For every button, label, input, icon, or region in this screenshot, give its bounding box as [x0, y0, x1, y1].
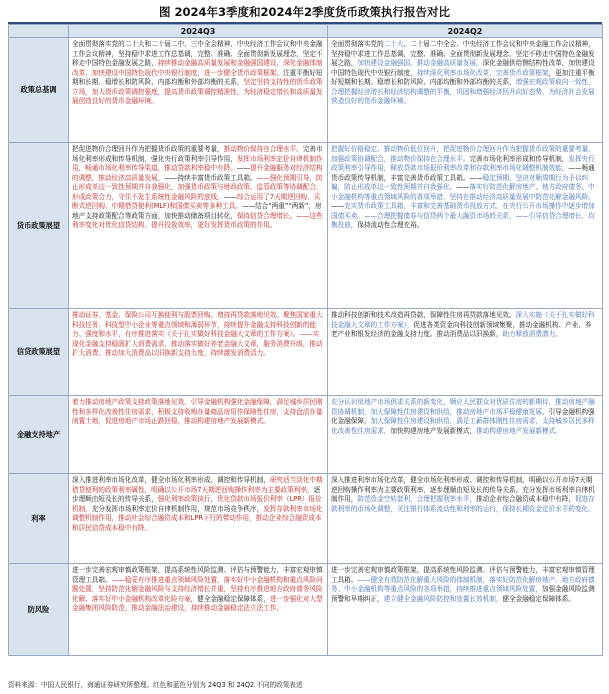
text-segment: 防范资金空转套利，合理把握利率水平， — [357, 495, 477, 504]
text-segment: 发挥市场利率定价自律机制作用，畅通市场化利率传导渠道，推动贷款利率稳中有降。 — [72, 154, 323, 173]
text-segment: 完善市场化利率形成和传导机制， — [469, 154, 569, 163]
cell-q3 — [69, 143, 328, 309]
text-segment: 深入推进利率市场化改革，健全市场化利率形成、调控和传导机制， — [72, 476, 270, 484]
text-segment: 聚焦国家重大科技任务、科技型中小企业等重点领域和薄弱环节，持续提升金融支持科技创新的能力、强度和水平，有序推进落实《关于扎实做好科技金融大文章的工作方案》。 — [72, 311, 323, 339]
text-segment: 保持流动性合理充裕。 — [357, 221, 424, 230]
table-row — [9, 309, 603, 396]
text-segment: ——这些利率变化对优化信贷结构、提升投放效率，更好发挥货币政策的作用。 — [72, 211, 323, 230]
text-segment: 推动企业综合融资成本和居民信贷成本稳中有降。 — [72, 514, 322, 532]
text-segment: 顺应人民群众对优质住房的新期待，推动房地产融资协调机制，加大保障性住房建设和供给，推动房地产市场平稳健康发展。 — [331, 398, 595, 416]
text-segment: 推动企业综合融资成本稳中有降， — [476, 495, 575, 504]
text-segment: ——合理把握债券与信贷两个最大融资市场的关系，——引导信贷合理增长、均衡投放， — [331, 211, 595, 230]
text-segment: 推动社会综合融资成本和LPR下行的带动作用， — [118, 514, 256, 523]
cell-q3 — [69, 309, 328, 396]
table-row — [9, 143, 603, 309]
cell-q2 — [328, 564, 603, 656]
cell-q3 — [69, 396, 328, 474]
text-segment: 增强宏观政策取向一致性，合理把握经济增长和经济结构调整的平衡，巩固和增强经济回升向好态势，为经济社会发展营造良好的货币金融环境。 — [331, 78, 595, 106]
text-segment: 引导金融机构强化金融保障， — [331, 407, 595, 426]
text-segment: 稳定预期，坚决对顺周期行为予以纠偏，防止形成单边一致性预期并自我强化。 — [331, 173, 589, 192]
text-segment: 充实货币政策工具箱，丰富和完善基础货币投放方式，在央行公开市场操作中逐步增加国债买卖。 — [331, 202, 595, 220]
figure-title: 图 2024年3季度和2024年2季度货币政策执行报告对比 — [158, 5, 451, 19]
text-segment: 推动科技创新和技术改造再贷款，保障性住房再贷款落地见效。 — [331, 311, 516, 319]
text-segment: 二十大 — [383, 40, 404, 48]
text-segment: ——稳妥有序推进重点领域风险处置，落实好中小金融机构和重点风险问题处置，坚持防范化解金融风险与支持经济增长并重，坚持有序推进地方政府债务风险化解、落实好中小金融机构改革化险方案， — [72, 575, 323, 603]
header-2024q3: 2024Q3 — [69, 25, 328, 38]
text-segment: 深化金融供给侧结构性改革，加快建设中国特色现代中央银行制度， — [331, 59, 595, 77]
row-label-interest-rate: 利率 — [9, 474, 69, 564]
cell-q2 — [328, 38, 603, 143]
row-label-monetary-outlook: 货币政策展望 — [9, 143, 69, 309]
text-segment: 落实好防范化解房地产、地方政府债务、中小金融机构等重点领域风险的各项举措，坚持在推动经济高质量发展中防范化解金融风险。 — [331, 183, 595, 201]
text-segment: 进一步完善宏观审慎政策框架，提高系统性风险监测、评估与预警能力，丰富宏观审慎管理工具箱。 — [331, 566, 595, 584]
text-segment: 持续推动金融高质量发展和金融强国建设，深化金融体制改革，加快建设中国特色现代中央银行制度，进一步健全货币政策框架。 — [72, 59, 323, 77]
text-segment: ——健全有效防范化解重大风险的体制机制，落实好防范化解房地产、地方政府债务、中小金融机构等重点风险的各项举措，持续推进重点领域风险处置， — [331, 575, 595, 594]
table-row — [9, 396, 603, 474]
text-segment: 积极支持收购存量商品房用作保障性住房，支持盘活存量闲置土地，促进房地产市场止跌回稳，推动构建房地产发展新模式。 — [72, 407, 323, 426]
text-segment: 加强金融风险监测预警和早期纠正， — [331, 585, 595, 603]
text-segment: 健全金融稳定保障体系， — [197, 594, 270, 603]
cell-q3 — [69, 474, 328, 564]
text-segment: 推动加大消费品以旧换新支持力度，持续激发消费活力。 — [104, 349, 270, 358]
text-segment: 持续推动金融稳定法立法工作。 — [190, 604, 283, 613]
text-segment: 全面贯彻落实党的二十大和二十届二中、三中全会精神、中央经济工作会议和中央金融工作会议精神，坚持稳中求进工作总基调，完整、准确、全面贯彻新发展理念，坚定不移走中国特色金融发展之路， — [72, 40, 323, 68]
text-segment: 综合运用了7天期逆回购、买断式逆回购、中期借贷便利(MLF)和国债买卖等多种工具。 — [72, 192, 321, 211]
text-segment: 把促进物价合理回升作为把握货币政策的重要考量， — [72, 145, 224, 153]
text-segment: ——持续丰富货币政策工具箱。 — [164, 173, 257, 182]
header-row — [9, 25, 603, 38]
text-segment: 充分发挥市场利率定价自律机制作用，规范市场竞争秩序， — [91, 504, 264, 513]
cell-q3 — [69, 564, 328, 656]
text-segment: ——结合“两重”“两新”，房地产支持政策配合等政策方面，加快推动储备项目转化， — [72, 202, 322, 220]
text-segment: 全面贯彻落实党的 — [331, 40, 384, 48]
text-segment: 进一步强化对大型金融集团风险防范，推动金融法治建设， — [72, 594, 323, 613]
text-segment: 逐步理顺由短及长的传导关系， — [429, 485, 523, 494]
text-segment: 充分发挥市场利率自律机制作用， — [331, 485, 595, 504]
text-segment: 推动物价保持在合理水平。 — [223, 145, 303, 153]
text-segment: ——强化预期引导，防止形成单边一致性预期并自我强化， — [72, 173, 323, 192]
text-segment: —— — [223, 192, 237, 201]
text-segment: 加强货币政策与财政政策、监管政策等协调配合，形成政策合力，守住不发生系统性金融风险的底线。 — [72, 183, 323, 201]
header-corner — [9, 25, 69, 38]
text-segment: 保持长期资金定价水平的变化。 — [502, 504, 595, 513]
text-segment: 、二十届二中全会、中央经济工作会议和中央金融工作会议精神，坚持稳中求进工作总基调，完整、准确、全面贯彻新发展理念，坚定不移走中国特色金融发展之路， — [331, 40, 595, 68]
text-segment: 充分认识房地产市场供求关系的新变化， — [331, 398, 450, 406]
table-row — [9, 564, 603, 656]
row-label-credit-outlook: 信贷政策展望 — [9, 309, 69, 396]
table-row — [9, 38, 603, 143]
text-segment: 着力推动房地产政策支持政策落地见效，引导金融机构强化金融保障，满足城乡居民刚性和多样化改善性住房需求， — [72, 398, 323, 416]
text-segment: 把握好价格稳定、推动物价低位回升，把促进物价合理回升作为把握货币政策的重要考量，加强政策协调配合，推动物价保持在合理水平。 — [331, 145, 595, 163]
text-segment: ，更加注重平衡好短期和长期、稳增长和防风险、内部均衡和外部均衡的关系， — [331, 68, 595, 87]
text-segment: 建立健全金融风险防控和处置长效机制， — [383, 594, 503, 603]
text-segment: 促进各类资金向科技创新领域集聚，推动金融机构、产业、养老产业和银发经济的金融支持力度。 — [331, 320, 592, 339]
row-label-policy-tone: 政策总基调 — [9, 38, 69, 143]
text-segment: 健全金融稳定保障体系。 — [502, 594, 575, 603]
text-segment: 进一步完善宏观审慎政策框架，提高系统性风险监测、评估与预警能力，丰富宏观审慎管理工具箱。 — [72, 566, 323, 584]
text-segment: 注重平衡好短期和长期、稳增长和防风险、内部均衡和外部均衡的关系， — [72, 68, 323, 87]
row-label-risk-prevention: 防风险 — [9, 564, 69, 656]
text-segment: —— — [236, 164, 251, 173]
text-segment: 发挥央行政策利率引导作用，释放贷款市场报价利率改革和存款利率市场化调整机制效能， — [331, 154, 595, 173]
cell-q3 — [69, 38, 328, 143]
text-segment: 加大保障性住房建设和供给，满足工薪群体刚性住房需求，支持城乡居民多样化改善性住房需求， — [331, 417, 595, 435]
cell-q2 — [328, 474, 603, 564]
text-segment: 明确以公开市场7天期逆回购操作利率为主要政策利率， — [151, 485, 314, 494]
cell-q2 — [328, 143, 603, 309]
text-segment: 保持信贷合理增长。 — [236, 211, 297, 220]
row-label-real-estate: 金融支持地产 — [9, 396, 69, 474]
text-segment: 强化利率政策执行，优化贷款市场报价利率（LPR）报价机制， — [72, 495, 322, 513]
text-segment: 深入实施《关于扎实做好科技金融大文章的工作方案》， — [331, 311, 595, 329]
cell-q2 — [328, 309, 603, 396]
text-segment: 加快建设金融强国，推动金融高质量发展， — [357, 59, 483, 68]
text-segment: 推动构建房地产发展新模式。 — [476, 426, 562, 435]
text-segment: 推动证券、基金、保险公司互换便利与股票回购、增持再贷款落地见效。 — [72, 311, 283, 319]
text-segment: 提升金融服务对经济结构的调整，推动经济高质量发展， — [72, 164, 323, 182]
header-2024q2: 2024Q2 — [328, 25, 603, 38]
text-segment: 逐步理顺由短及长的传导关系， — [72, 485, 321, 504]
text-segment: 促进存款利率的市场化调整， — [331, 495, 595, 513]
comparison-table — [8, 24, 603, 656]
text-segment: ——实现化金融支持稳固扩大消费需求，推动落实做好养老金融大文章，服务消费升级，推动扩大消费。 — [72, 330, 323, 358]
text-segment: 持续深化利率市场化改革，完善货币政策框架 — [416, 68, 549, 77]
text-segment: 深入推进利率市场化改革，健全市场化利率形成、调控和传导机制， — [331, 476, 529, 484]
text-segment: 完善市场化利率形成和传导机制，强化央行政策利率引导作用， — [72, 145, 323, 163]
text-segment: —— — [456, 183, 470, 192]
text-segment: 关注银行体系流动性和利率的运行， — [396, 504, 503, 513]
cell-q2 — [328, 396, 603, 474]
text-segment: —— — [331, 202, 345, 211]
text-segment: 助力释放消费潜力。 — [502, 330, 562, 339]
text-segment: 加快构建房地产发展新模式， — [390, 426, 477, 435]
text-segment: 研究适当淡化中期借贷便利的政策利率属性， — [72, 476, 323, 494]
text-segment: ——畅通货币政策传导机制，丰富完善货币政策工具箱。 — [331, 164, 595, 182]
text-segment: 明确以公开市场7天期逆回购操作利率为主要政策利率， — [331, 476, 593, 494]
text-segment: 发挥存款利率市场化调整机制作用， — [72, 504, 323, 523]
text-segment: 坚定坚持支持性的货币政策立场，加大货币政策调控强度，提高货币政策调控精准性，为经济稳定增长和高质量发展创造良好的货币金融环境。 — [72, 78, 323, 106]
text-segment: —— — [469, 173, 483, 182]
source-note: 资料来源：中国人民银行，海通证券研究所整理。红色和蓝色分别为 24Q3 和 24Q2 不同的政策表述 — [8, 681, 303, 689]
text-segment: 推动消费品以旧换新， — [436, 330, 503, 339]
table-row — [9, 474, 603, 564]
